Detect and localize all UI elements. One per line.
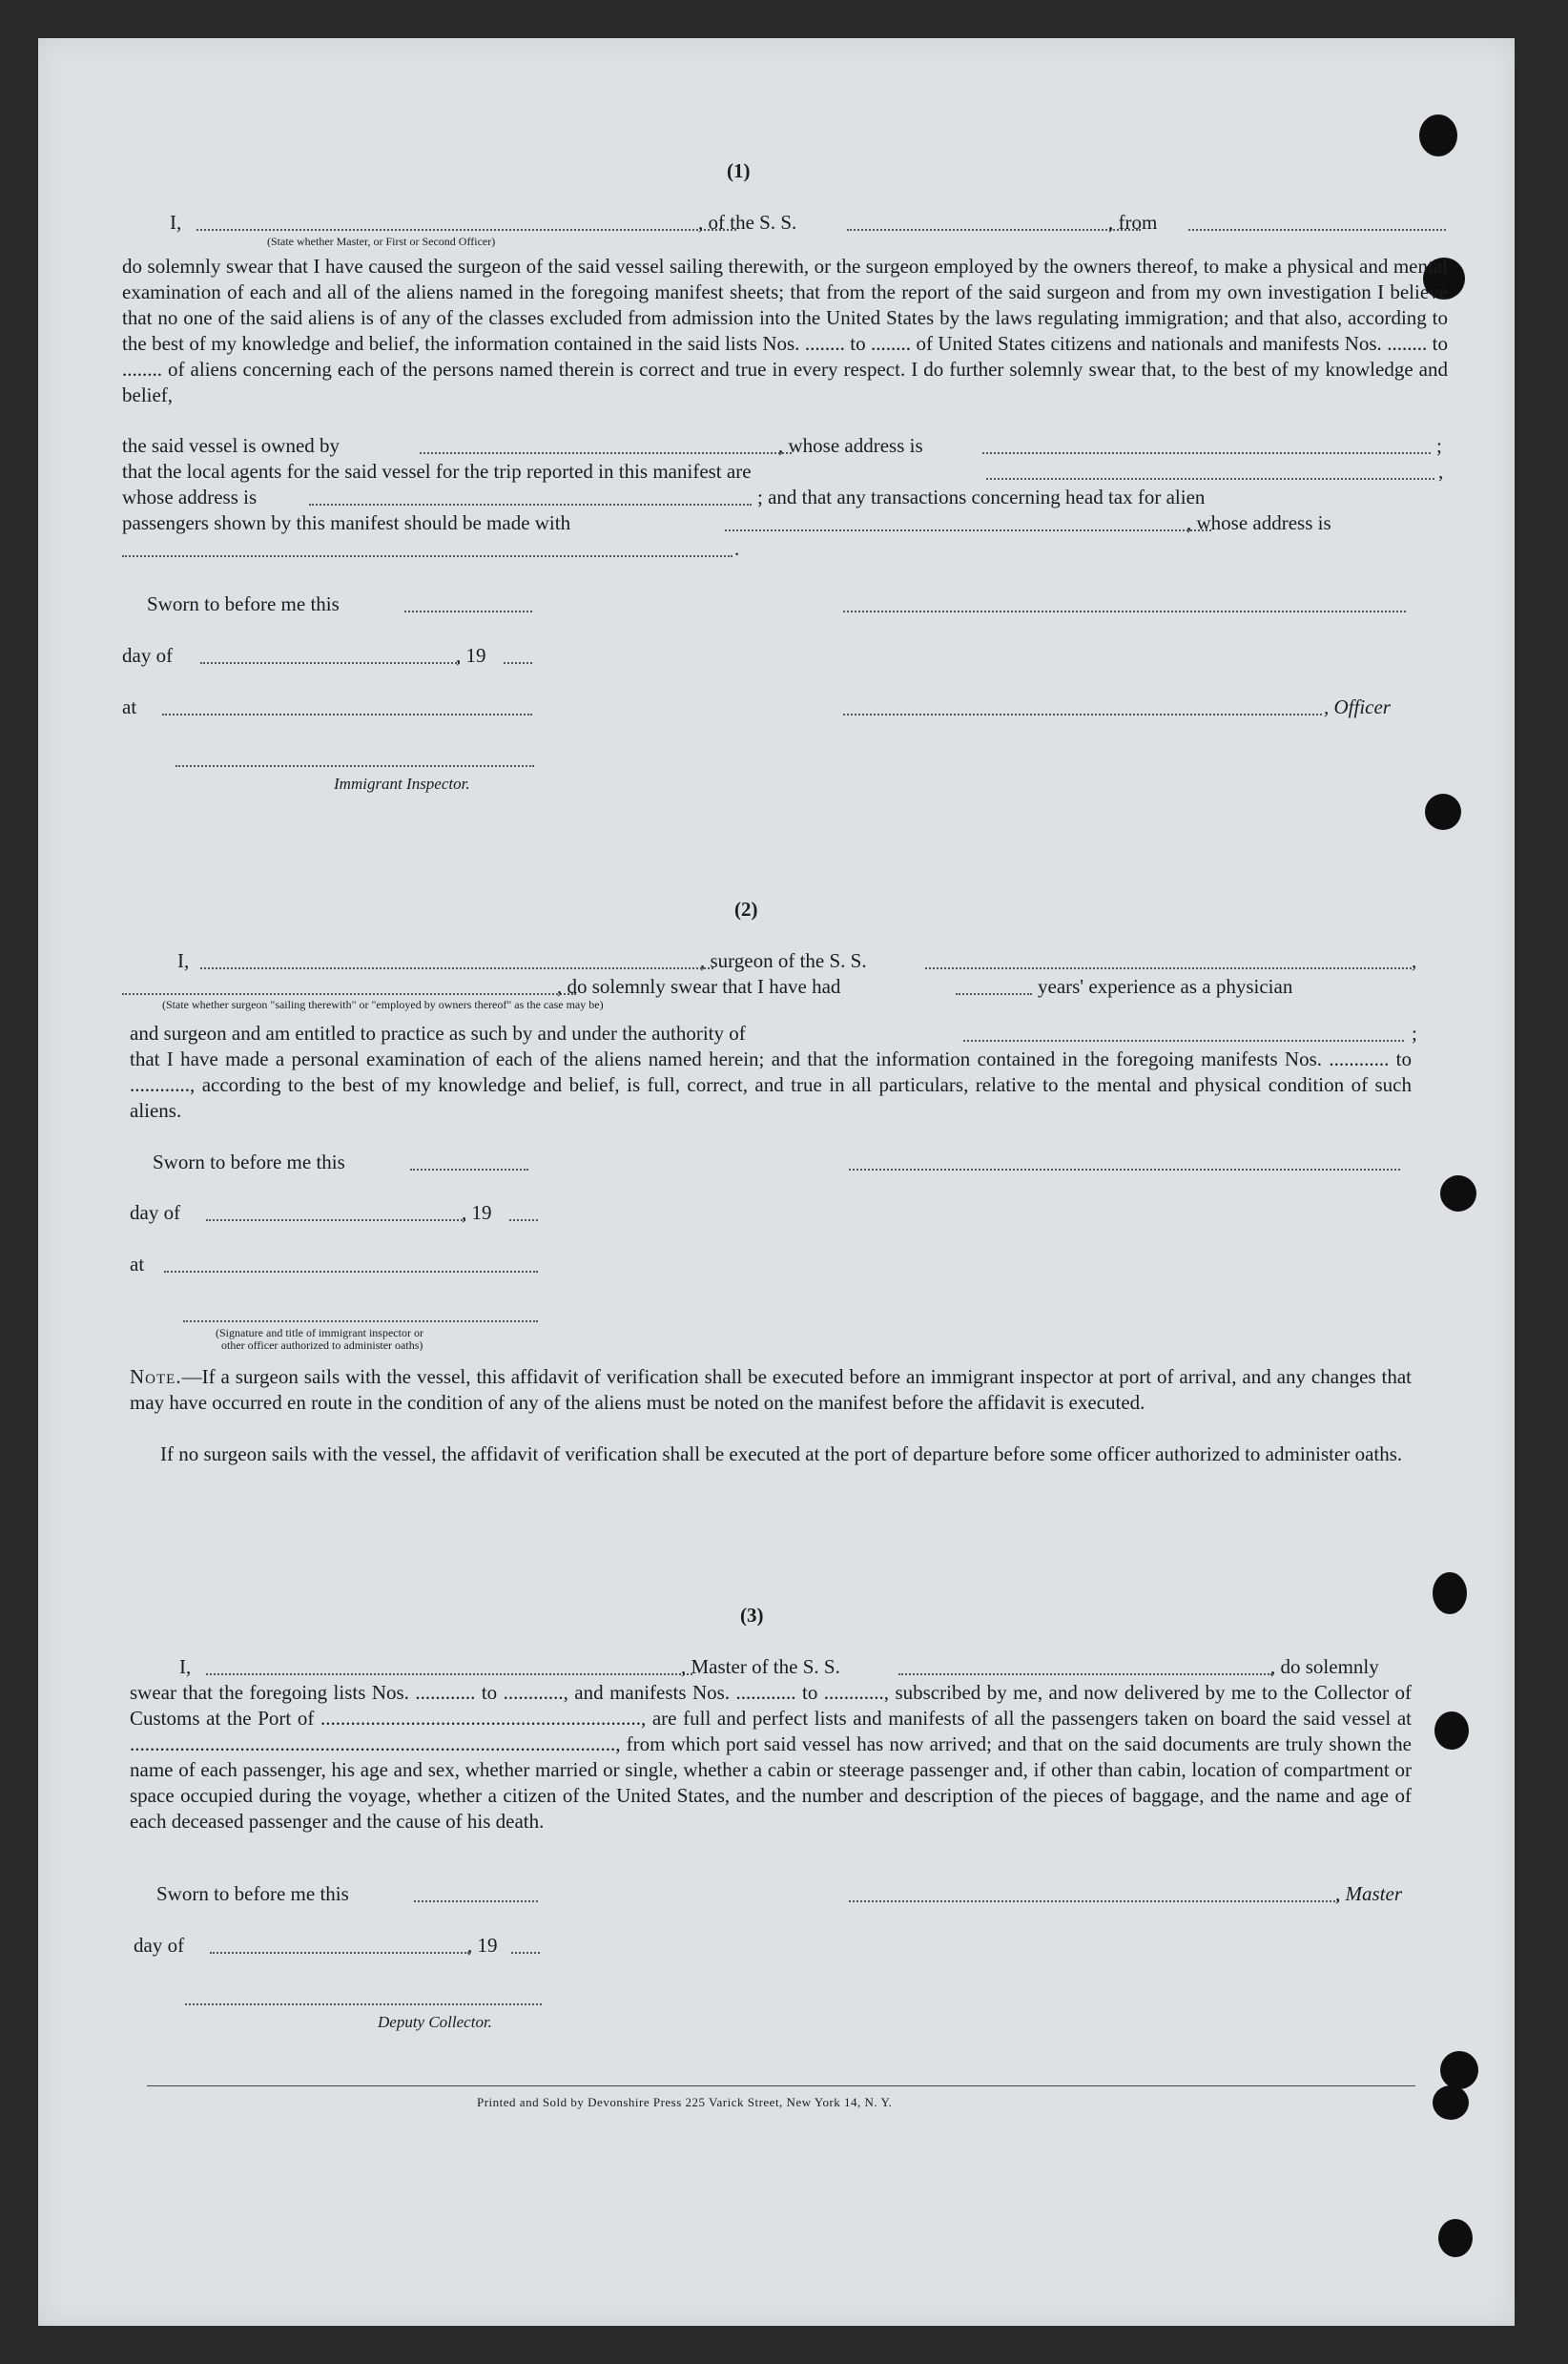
from-label: , from	[1108, 211, 1158, 234]
at-label: at	[122, 695, 137, 718]
punch-hole	[1425, 794, 1461, 830]
punch-hole	[1433, 1572, 1467, 1614]
place-blank	[162, 714, 532, 715]
surgeon-signature-blank	[849, 1169, 1400, 1171]
years-blank	[956, 993, 1032, 995]
signature-note-1: (Signature and title of immigrant inspector or	[216, 1326, 423, 1339]
note-label: Note.	[130, 1365, 182, 1388]
printer-imprint: Printed and Sold by Devonshire Press 225 Varick Street, New York 14, N. Y.	[477, 2095, 893, 2109]
sworn-date-blank	[404, 611, 532, 612]
do-solemnly-label: , do solemnly	[1270, 1655, 1379, 1678]
punch-hole	[1440, 2051, 1478, 2089]
month-blank	[210, 1952, 469, 1954]
officer-rank-note: (State whether Master, or First or Second Officer)	[267, 235, 496, 248]
footer-rule	[147, 2085, 1415, 2086]
section3-body: swear that the foregoing lists Nos. ............ to ............, and manifests Nos. ............ to ............, subscribed by me, and now delivered by me to the Collector of Customs at the Port of ................................................................, are full and perfect lists and manifests of all the passengers taken on board the said vessel at ................................................................................................., from which port said vessel has now arrived; and that on the said documents are truly shown the name of each passenger, his age and sex, whether married or single, whether a cabin or steerage passenger and, if other than cabin, location of compartment or space occupied during the voyage, whether a citizen of the United States, and the number and description of the pieces of baggage, and the name and age of each deceased passenger and the cause of his death.	[130, 1681, 1412, 1833]
officer-name-blank	[196, 229, 736, 231]
oath-i-label: I,	[179, 1655, 192, 1678]
surgeon-name-blank	[200, 967, 713, 969]
section-number: (2)	[734, 898, 758, 921]
oath-i-label: I,	[170, 211, 182, 234]
year-label: , 19	[467, 1934, 498, 1957]
from-port-blank	[1188, 229, 1446, 231]
vessel-name-blank	[898, 1673, 1272, 1675]
sworn-date-blank	[410, 1169, 528, 1171]
punct: .	[734, 537, 740, 560]
oath-i-label: I,	[177, 949, 190, 972]
deputy-collector-label: Deputy Collector.	[378, 2013, 492, 2031]
sworn-label: Sworn to before me this	[147, 592, 340, 615]
head-tax-label: ; and that any transactions concerning head tax for alien	[757, 486, 1206, 508]
day-of-label: day of	[134, 1934, 185, 1957]
sworn-label: Sworn to before me this	[156, 1882, 349, 1905]
officer-title-blank	[843, 714, 1322, 715]
whose-address-label: , whose address is	[778, 434, 923, 457]
authority-blank	[963, 1040, 1404, 1042]
signature-note-2: other officer authorized to administer oaths)	[221, 1338, 423, 1352]
vessel-name-blank	[847, 229, 1141, 231]
day-of-label: day of	[130, 1201, 181, 1224]
year-label: , 19	[462, 1201, 492, 1224]
year-blank	[504, 662, 532, 664]
punch-hole	[1438, 2219, 1473, 2257]
swear-label: , do solemnly swear that I have had	[557, 975, 841, 998]
document-page	[38, 38, 1515, 2326]
owner-address-blank	[982, 452, 1431, 454]
years-label: years' experience as a physician	[1038, 975, 1293, 998]
at-label: at	[130, 1253, 145, 1275]
signature-title-blank	[183, 1320, 538, 1322]
owner-blank	[420, 452, 792, 454]
year-label: , 19	[456, 644, 486, 667]
punch-hole	[1433, 2085, 1469, 2120]
officer-signature-blank	[843, 611, 1406, 612]
sworn-label: Sworn to before me this	[153, 1151, 345, 1173]
day-of-label: day of	[122, 644, 174, 667]
place-blank	[164, 1271, 538, 1273]
year-blank	[509, 1219, 538, 1221]
master-of-label: , Master of the S. S.	[681, 1655, 840, 1678]
month-blank	[206, 1219, 465, 1221]
local-agents-blank	[986, 478, 1434, 480]
punch-hole	[1434, 1711, 1469, 1750]
section2-body: that I have made a personal examination of each of the aliens named herein; and that the information contained in the foregoing manifests Nos. ............ to ............, according to the best of my knowledge and belief, is full, correct, and true in all particulars, relative to the mental and physical condition of such aliens.	[130, 1047, 1412, 1122]
surgeon-type-blank	[122, 993, 576, 995]
local-agents-label: that the local agents for the said vessel for the trip reported in this manifest are	[122, 460, 752, 483]
inspector-label: Immigrant Inspector.	[334, 775, 470, 793]
note-paragraph-2: If no surgeon sails with the vessel, the affidavit of verification shall be executed at the port of departure before some officer authorized to administer oaths.	[160, 1442, 1403, 1465]
master-name-blank	[206, 1673, 692, 1675]
of-ss-label: , of the S. S.	[698, 211, 797, 234]
vessel-name-blank	[925, 967, 1412, 969]
agents-address-blank	[309, 504, 752, 506]
year-blank	[511, 1952, 540, 1954]
punct: ;	[1436, 434, 1442, 457]
note-text: —If a surgeon sails with the vessel, this affidavit of verification shall be executed before an immigrant inspector at port of arrival, and any changes that may have occurred en route in the condition of any of the aliens must be noted on the manifest before the affidavit is executed.	[130, 1365, 1412, 1414]
punct: ;	[1412, 1022, 1417, 1045]
head-tax-agent-blank	[725, 529, 1211, 531]
authority-label: and surgeon and am entitled to practice as such by and under the authority of	[130, 1022, 746, 1045]
punch-hole	[1440, 1175, 1476, 1212]
punct: ,	[1412, 949, 1417, 972]
officer-label: , Officer	[1324, 695, 1391, 718]
inspector-signature-blank	[175, 765, 534, 767]
surgeon-of-label: , surgeon of the S. S.	[700, 949, 867, 972]
head-tax-address-label: , whose address is	[1186, 511, 1331, 534]
surgeon-type-note: (State whether surgeon "sailing therewith" or "employed by owners thereof" as the case may be)	[162, 998, 604, 1011]
passengers-label: passengers shown by this manifest should be made with	[122, 511, 571, 534]
note-paragraph	[130, 1364, 1412, 1416]
owned-by-label: the said vessel is owned by	[122, 434, 340, 457]
section-number: (1)	[727, 159, 751, 182]
punch-hole	[1419, 114, 1457, 156]
month-blank	[200, 662, 460, 664]
head-tax-address-blank	[122, 555, 732, 557]
section-number: (3)	[740, 1604, 764, 1627]
punct: ,	[1438, 460, 1444, 483]
agents-address-label: whose address is	[122, 486, 258, 508]
master-label: , Master	[1335, 1882, 1402, 1905]
sworn-date-blank	[414, 1900, 538, 1902]
section1-body: do solemnly swear that I have caused the surgeon of the said vessel sailing therewith, or the surgeon employed by the owners thereof, to make a physical and mental examination of each and all of the aliens named in the foregoing manifest sheets; that from the report of the said surgeon and from my own investigation I believe that no one of the said aliens is of any of the classes excluded from admission into the United States by the laws regulating immigration; and that also, according to the best of my knowledge and belief, the information contained in the said lists Nos. ........ to ........ of United States citizens and nationals and manifests Nos. ........ to ........ of aliens concerning each of the persons named therein is correct and true in every respect. I do further solemnly swear that, to the best of my knowledge and belief,	[122, 255, 1448, 406]
master-signature-blank	[849, 1900, 1339, 1902]
deputy-signature-blank	[185, 2003, 542, 2005]
